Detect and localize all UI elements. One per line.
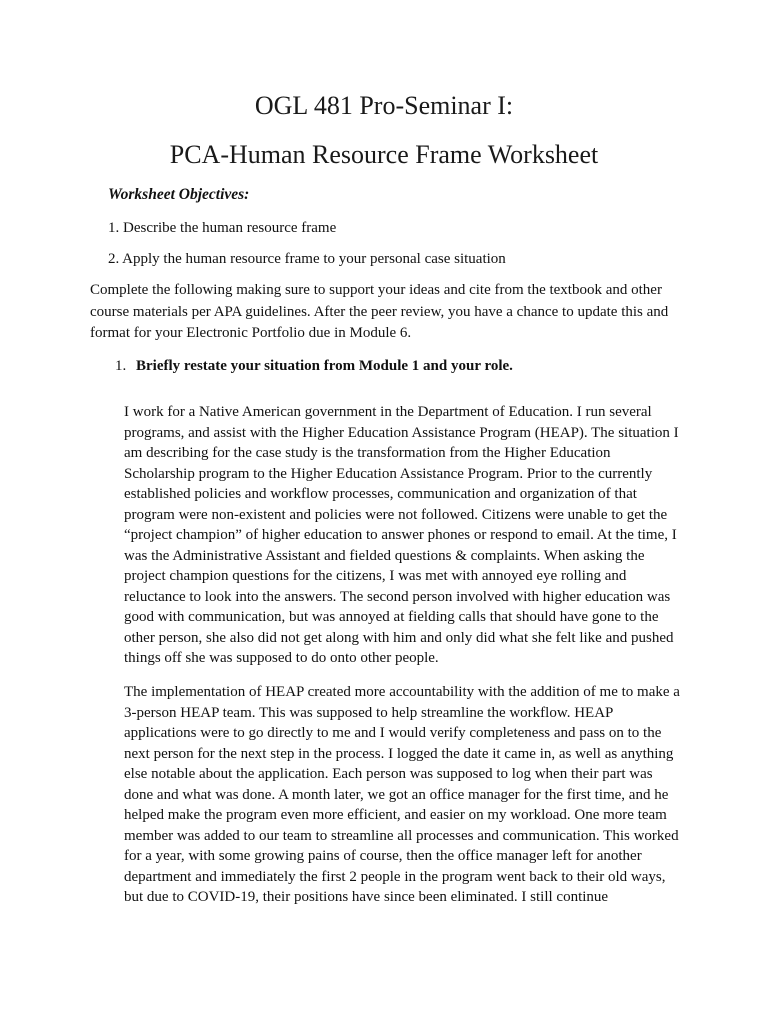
question-number: 1. xyxy=(115,358,127,374)
answer-paragraph: The implementation of HEAP created more accountability with the addition of me to make a 3-person HEAP team. This was supposed to help streamline the workflow. HEAP applications were to go directly to me and I would verify completeness and pass on to the next person for the next step in the process. I logged the date it came in, as well as anything else notable about the application. Each person was supposed to log when their part was done and what was done. A month later, we got an office manager for the first time, and he helped make the program even more efficient, and easier on my workload. One more team member was added to our team to streamline all processes and communication. This worked for a year, with some growing pains of course, then the office manager left for another department and immediately the first 2 people in the program went back to their old ways, but due to COVID-19, their positions have since been eliminated. I still continue xyxy=(124,684,680,905)
question-text: Briefly restate your situation from Module 1 and your role. xyxy=(136,358,513,374)
answer-paragraph: I work for a Native American government in the Department of Education. I run several programs, and assist with the Higher Education Assistance Program (HEAP). The situation I am describing for the case study is the transformation from the Higher Education Scholarship program to the Higher Education Assistance Program. Prior to the currently established policies and workflow processes, communication and organization of that program were non-existent and policies were not followed. Citizens were unable to get the “project champion” of higher education to answer phones or respond to email. At the time, I was the Administrative Assistant and fielded questions & complaints. When asking the project champion questions for the citizens, I was met with annoyed eye rolling and reluctance to look into the answers. The second person involved with higher education was good with communication, but was annoyed at fielding calls that should have gone to the other person, she also did not get along with him and only did what she felt like and pushed things off she was supposed to do onto other people. xyxy=(124,404,679,666)
objective-item: 1. Describe the human resource frame xyxy=(108,220,337,236)
objectives-heading: Worksheet Objectives: xyxy=(108,186,250,203)
worksheet-title: PCA-Human Resource Frame Worksheet xyxy=(169,140,599,169)
objective-item: 2. Apply the human resource frame to your personal case situation xyxy=(108,251,506,267)
question-1 xyxy=(115,358,513,375)
course-title: OGL 481 Pro-Seminar I: xyxy=(254,91,514,120)
instructions-paragraph: Complete the following making sure to support your ideas and cite from the textbook and other course materials per APA guidelines. After the peer review, you have a chance to update this and format for your Electronic Portfolio due in Module 6. xyxy=(90,282,669,341)
